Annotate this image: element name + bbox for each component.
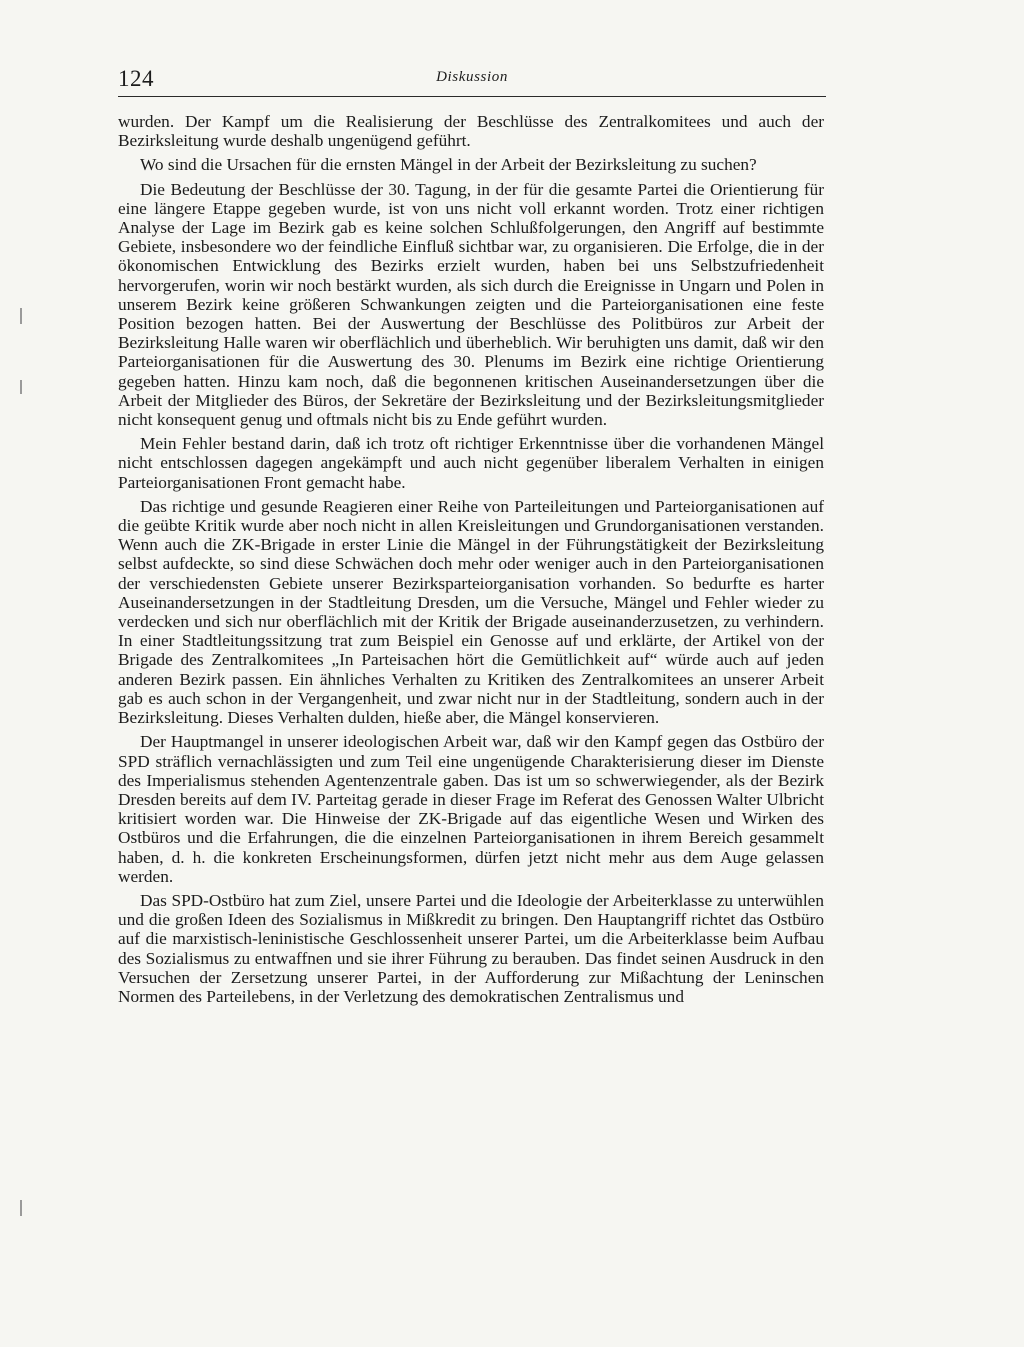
paragraph: Mein Fehler bestand darin, daß ich trotz oft richtiger Erkenntnisse über die vorhandenen Mängel nicht entschlossen dagegen angekämpft und auch nicht gegenüber liberalem Verhalten in einigen Parteiorganisationen Front gemacht habe. [118,434,824,492]
paragraph: wurden. Der Kampf um die Realisierung der Beschlüsse des Zentralkomitees und auch der Bezirksleitung wurde deshalb ungenügend geführt. [118,112,824,151]
paragraph: Wo sind die Ursachen für die ernsten Mängel in der Arbeit der Bezirksleitung zu suchen? [140,155,757,175]
margin-mark [20,308,22,324]
paragraph: Das richtige und gesunde Reagieren einer Reihe von Parteileitungen und Parteiorganisationen auf die geübte Kritik wurde aber noch nicht in allen Kreisleitungen und Grundorganisationen verstanden. Wenn auch die ZK-Brigade in erster Linie die Mängel in der Führungstätigkeit der Bezirksleitung selbst aufdeckte, so sind diese Schwächen doch mehr oder weniger auch in den Parteiorganisationen der verschiedensten Gebiete unserer Bezirksparteiorganisation vorhanden. So bedurfte es harter Auseinandersetzungen in der Stadtleitung Dresden, um die Versuche, Mängel und Fehler wieder zu verdecken und sich nur oberflächlich mit der Kritik der Brigade auseinanderzusetzen, zu verhindern. In einer Stadtleitungssitzung trat zum Beispiel ein Genosse auf und erklärte, der Artikel von der Brigade des Zentralkomitees „In Parteisachen hört die Gemütlichkeit auf“ würde auch auf jeden anderen Bezirk passen. Ein ähnliches Verhalten zu Kritiken des Zentralkomitees an unserer Arbeit gab es auch schon in der Vergangenheit, und zwar nicht nur in der Stadtleitung, sondern auch in der Bezirksleitung. Dieses Verhalten dulden, hieße aber, die Mängel konservieren. [118,496,824,728]
page-header [118,64,826,97]
running-head: Diskussion [436,69,508,85]
paragraph: Der Hauptmangel in unserer ideologischen Arbeit war, daß wir den Kampf gegen das Ostbüro der SPD sträflich vernachlässigten und zum Teil eine ungenügende Charakterisierung dieser im Dienste des Imperialismus stehenden Agentenzentrale gaben. Das ist um so schwerwiegender, als der Bezirk Dresden bereits auf dem IV. Parteitag gerade in dieser Frage im Referat des Genossen Walter Ulbricht kritisiert worden war. Die Hinweise der ZK-Brigade auf das eigentliche Wesen und Wirken des Ostbüros und die Erfahrungen, die die einzelnen Parteiorganisationen in ihrem Bereich gesammelt haben, d. h. die konkreten Erscheinungsformen, dürfen jetzt nicht mehr aus dem Auge gelassen werden. [118,732,824,886]
margin-mark [20,380,22,394]
margin-mark [20,1200,22,1216]
paragraph: Die Bedeutung der Beschlüsse der 30. Tagung, in der für die gesamte Partei die Orientierung für eine längere Etappe gegeben wurde, ist von uns nicht voll erkannt worden. Trotz einer richtigen Analyse der Lage im Bezirk gab es keine solchen Schlußfolgerungen, den Angriff auf bestimmte Gebiete, insbesondere wo der feindliche Einfluß sichtbar war, zu organisieren. Die Erfolge, die in der ökonomischen Entwicklung des Bezirks erzielt wurden, haben bei uns Selbstzufriedenheit hervorgerufen, worin wir noch bestärkt wurden, als sich durch die Ereignisse in Ungarn und Polen in unserem Bezirk keine größeren Schwankungen zeigten und die Parteiorganisationen eine feste Position bezogen hatten. Bei der Auswertung der Beschlüsse des Politbüros zur Arbeit der Bezirksleitung Halle waren wir oberflächlich und überheblich. Wir beruhigten uns damit, daß wir den Parteiorganisationen für die Auswertung des 30. Plenums im Bezirk eine richtige Orientierung gegeben hatten. Hinzu kam noch, daß die begonnenen kritischen Auseinandersetzungen über die Arbeit der Mitglieder des Büros, der Sekretäre der Bezirksleitung und der Bezirksleitungsmitglieder nicht konsequent genug und oftmals nicht bis zu Ende geführt wurden. [118,179,824,430]
body-text [118,112,824,1011]
page-number: 124 [118,66,154,91]
paragraph: Das SPD-Ostbüro hat zum Ziel, unsere Partei und die Ideologie der Arbeiterklasse zu unterwühlen und die großen Ideen des Sozialismus in Mißkredit zu bringen. Den Hauptangriff richtet das Ostbüro auf die marxistisch-leninistische Geschlossenheit unserer Partei, um die Arbeiterklasse beim Aufbau des Sozialismus zu entwaffnen und sie ihrer Führung zu berauben. Das findet seinen Ausdruck in den Versuchen der Zersetzung unserer Partei, in der Aufforderung zur Mißachtung der Leninschen Normen des Parteilebens, in der Verletzung des demokratischen Zentralismus und [118,890,824,1006]
